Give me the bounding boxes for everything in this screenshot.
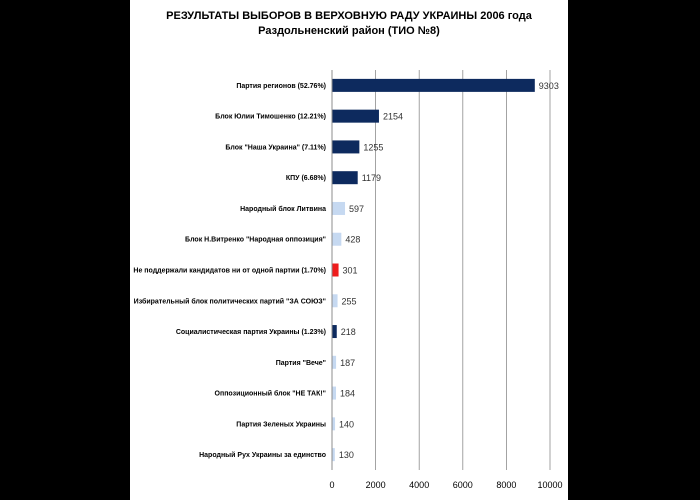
bar [332,264,339,277]
bar [332,202,345,215]
value-label: 1255 [363,142,384,153]
category-labels [133,83,326,459]
category-label: Партия регионов (52.76%) [236,82,326,90]
category-label: КПУ (6.68%) [285,175,326,183]
x-tick-label: 4000 [409,480,430,490]
value-label: 140 [339,419,355,430]
chart-subtitle: Раздольненский район (ТИО №8) [258,25,440,37]
bar [332,294,338,307]
value-label: 218 [340,327,356,338]
x-tick-label: 10000 [537,480,563,490]
value-label: 9303 [538,80,559,91]
category-label: Блок Юлии Тимошенко (12.21%) [215,113,326,121]
bar [332,233,341,246]
value-label: 301 [342,265,358,276]
x-axis-ticks [329,480,562,490]
value-label: 187 [340,357,356,368]
value-label: 255 [341,296,357,307]
value-label: 597 [349,203,365,214]
gridlines [376,70,550,470]
chart-slide [130,0,568,500]
category-label: Блок Н.Витренко "Народная оппозиция" [185,236,326,244]
category-label: Народный блок Литвина [240,205,326,213]
x-tick-label: 8000 [496,480,517,490]
value-label: 184 [340,388,356,399]
category-label: Не поддержали кандидатов ни от одной партии (1.70%) [133,267,326,275]
bar [332,110,379,123]
x-tick-label: 0 [329,480,335,490]
value-label: 428 [345,234,361,245]
category-label: Народный Рух Украины за единство [199,452,326,460]
bar [332,325,337,338]
x-tick-label: 2000 [365,480,386,490]
value-label: 2154 [382,111,403,122]
bar-chart [130,0,568,500]
category-label: Партия "Вече" [275,359,326,367]
category-label: Избирательный блок политических партий "ЗА СОЮЗ" [133,298,326,306]
value-label: 130 [338,450,354,461]
category-label: Оппозиционный блок "НЕ ТАК!" [214,390,326,398]
x-tick-label: 6000 [452,480,473,490]
bar [332,387,336,400]
value-labels [339,81,559,460]
bar [332,356,336,369]
category-label: Блок "Наша Украина" (7.11%) [225,144,326,152]
category-label: Социалистическая партия Украины (1.23%) [175,329,326,337]
bar [332,140,359,153]
bars [332,79,535,461]
bar [332,79,535,92]
value-label: 1179 [361,173,382,184]
bar [332,171,358,184]
category-label: Партия Зеленых Украины [236,421,326,429]
chart-title: РЕЗУЛЬТАТЫ ВЫБОРОВ В ВЕРХОВНУЮ РАДУ УКРАИНЫ 2006 года [166,10,532,22]
